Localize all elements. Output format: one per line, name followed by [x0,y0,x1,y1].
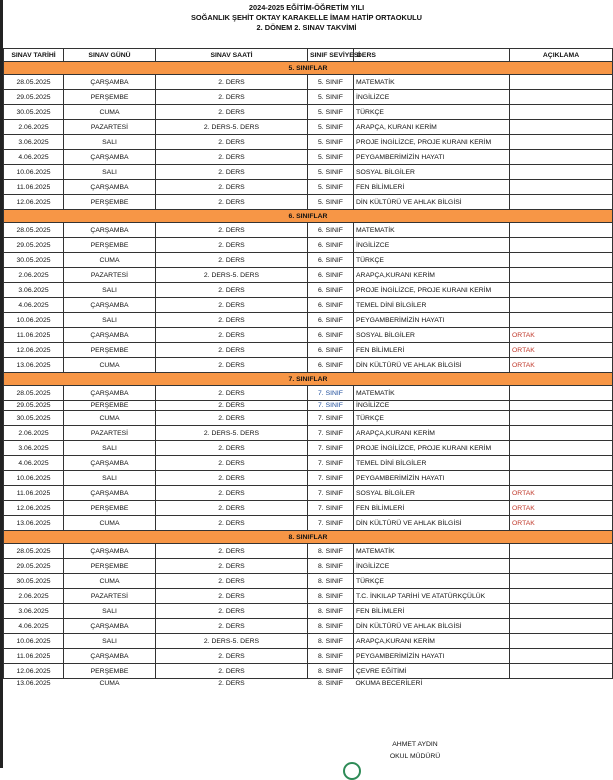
cell-note [510,426,613,441]
cell-grade: 5. SINIF [308,120,354,135]
cell-date: 29.05.2025 [4,238,64,253]
cell-date: 4.06.2025 [4,619,64,634]
table-row [4,120,613,135]
cell-course: FEN BİLİMLERİ [354,501,510,516]
cell-date: 10.06.2025 [4,165,64,180]
cell-note: ORTAK [510,358,613,373]
cell-note [510,120,613,135]
cell-course: FEN BİLİMLERİ [354,343,510,358]
cell-note [510,105,613,120]
cell-grade: 8. SINIF [308,634,354,649]
cell-time: 2. DERS [156,165,308,180]
cell-date: 29.05.2025 [4,559,64,574]
cell-day: ÇARŞAMBA [64,298,156,313]
cell-note [510,195,613,210]
cell-grade: 7. SINIF [308,516,354,531]
cell-day: PAZARTESİ [64,120,156,135]
cell-time: 2. DERS-5. DERS [156,634,308,649]
table-row [4,649,613,664]
cell-course: TÜRKÇE [354,574,510,589]
cell-date: 11.06.2025 [4,486,64,501]
table-row [4,589,613,604]
section-header-row [4,531,613,544]
table-row [4,574,613,589]
table-row [4,195,613,210]
cell-date: 12.06.2025 [4,501,64,516]
cell-grade: 6. SINIF [308,328,354,343]
official-stamp [343,762,361,780]
schedule-body [4,62,613,689]
cell-time: 2. DERS [156,559,308,574]
cell-course: OKUMA BECERİLERİ [355,680,423,687]
cell-note [510,283,613,298]
cell-course: PEYGAMBERİMİZİN HAYATI [354,313,510,328]
table-row [4,441,613,456]
cell-time: 2. DERS [156,253,308,268]
section-title: 5. SINIFLAR [4,62,613,75]
cell-day: CUMA [99,680,120,687]
cell-note [510,544,613,559]
cell-course: MATEMATİK [354,75,510,90]
cell-course: DİN KÜLTÜRÜ VE AHLAK BİLGİSİ [354,516,510,531]
cell-day: CUMA [64,411,156,426]
cell-date: 12.06.2025 [4,343,64,358]
cell-day: ÇARŞAMBA [64,544,156,559]
column-header-time: SINAV SAATİ [156,49,308,62]
table-header-row [4,49,613,62]
cell-time: 2. DERS-5. DERS [156,268,308,283]
cell-grade: 7. SINIF [308,411,354,426]
cell-time: 2. DERS [156,313,308,328]
cell-day: PAZARTESİ [64,268,156,283]
cell-time: 2. DERS [156,604,308,619]
cell-date: 12.06.2025 [4,664,64,679]
cell-note: ORTAK [510,516,613,531]
cell-date: 10.06.2025 [4,313,64,328]
cell-time: 2. DERS [156,589,308,604]
cell-course: PROJE İNGİLİZCE, PROJE KURANI KERİM [354,441,510,456]
table-row [4,180,613,195]
cell-course: DİN KÜLTÜRÜ VE AHLAK BİLGİSİ [354,195,510,210]
cell-note [510,150,613,165]
cell-day: PERŞEMBE [64,401,156,411]
table-row [4,386,613,401]
cell-time: 2. DERS [156,223,308,238]
cell-grade: 6. SINIF [308,238,354,253]
cell-course: TÜRKÇE [354,105,510,120]
cell-time: 2. DERS [156,386,308,401]
cell-grade: 6. SINIF [308,253,354,268]
table-row [4,150,613,165]
cell-date: 10.06.2025 [4,471,64,486]
cell-day: PAZARTESİ [64,589,156,604]
table-row [4,135,613,150]
table-row [4,411,613,426]
cell-note [510,313,613,328]
cell-grade: 6. SINIF [308,298,354,313]
cell-date: 29.05.2025 [4,401,64,411]
cell-day: ÇARŞAMBA [64,649,156,664]
cell-grade: 7. SINIF [308,501,354,516]
cell-day: SALI [64,634,156,649]
cell-time: 2. DERS [156,516,308,531]
cell-grade: 5. SINIF [308,165,354,180]
table-row [4,501,613,516]
cell-time: 2. DERS-5. DERS [156,426,308,441]
table-row [4,358,613,373]
cell-grade: 8. SINIF [308,559,354,574]
cell-course: SOSYAL BİLGİLER [354,165,510,180]
column-header-grade: SINIF SEVİYESİ [308,49,354,62]
cell-note [510,411,613,426]
cell-date: 13.06.2025 [16,680,51,687]
cell-date: 30.05.2025 [4,253,64,268]
cell-date: 13.06.2025 [4,358,64,373]
column-header-day: SINAV GÜNÜ [64,49,156,62]
cell-note: ORTAK [510,501,613,516]
cell-grade: 6. SINIF [308,223,354,238]
cell-course: ARAPÇA,KURANI KERİM [354,426,510,441]
cell-date: 4.06.2025 [4,456,64,471]
column-header-date: SINAV TARİHİ [4,49,64,62]
cell-time: 2. DERS [218,680,245,687]
cell-time: 2. DERS [156,358,308,373]
school-name-title: SOĞANLIK ŞEHİT OKTAY KARAKELLE İMAM HATİP ORTAOKULU [190,13,423,22]
cell-grade: 7. SINIF [308,426,354,441]
cell-note [510,456,613,471]
cell-day: SALI [64,441,156,456]
cell-course: PEYGAMBERİMİZİN HAYATI [354,649,510,664]
cell-day: PERŞEMBE [64,501,156,516]
cell-note [510,253,613,268]
cell-date: 2.06.2025 [4,120,64,135]
cell-time: 2. DERS [156,574,308,589]
cell-note [510,180,613,195]
cell-time: 2. DERS [156,486,308,501]
cell-date: 28.05.2025 [4,75,64,90]
table-row [4,559,613,574]
cell-grade: 5. SINIF [308,90,354,105]
cell-day: ÇARŞAMBA [64,456,156,471]
cell-course: SOSYAL BİLGİLER [354,328,510,343]
cell-day: ÇARŞAMBA [64,328,156,343]
cell-grade: 7. SINIF [308,386,354,401]
cell-note [510,679,613,689]
cell-note [510,135,613,150]
principal-title: OKUL MÜDÜRÜ [389,753,441,760]
cell-time: 2. DERS-5. DERS [156,120,308,135]
cell-time: 2. DERS [156,195,308,210]
cell-note [510,90,613,105]
cell-date: 28.05.2025 [4,544,64,559]
cell-time: 2. DERS [156,649,308,664]
table-row [4,313,613,328]
section-header-row [4,62,613,75]
cell-course: MATEMATİK [354,386,510,401]
school-year-title: 2024-2025 EĞİTİM-ÖĞRETİM YILI [248,3,365,12]
cell-day: CUMA [64,574,156,589]
cell-note [510,298,613,313]
cell-course: PROJE İNGİLİZCE, PROJE KURANI KERİM [354,135,510,150]
cell-day: PAZARTESİ [64,426,156,441]
table-row [4,486,613,501]
table-row [4,90,613,105]
cell-course: MATEMATİK [354,223,510,238]
cell-day: CUMA [64,516,156,531]
cell-date: 2.06.2025 [4,268,64,283]
cell-time: 2. DERS [156,180,308,195]
cell-date: 4.06.2025 [4,298,64,313]
cell-grade: 5. SINIF [308,105,354,120]
cell-day: ÇARŞAMBA [64,223,156,238]
table-row [4,75,613,90]
exam-calendar-title: 2. DÖNEM 2. SINAV TAKVİMİ [256,23,357,32]
table-row [4,456,613,471]
cell-time: 2. DERS [156,411,308,426]
cell-time: 2. DERS [156,664,308,679]
cell-time: 2. DERS [156,238,308,253]
cell-day: ÇARŞAMBA [64,386,156,401]
cell-course: SOSYAL BİLGİLER [354,486,510,501]
cell-grade: 7. SINIF [308,441,354,456]
principal-name: AHMET AYDIN [392,741,438,748]
cell-course: PEYGAMBERİMİZİN HAYATI [354,150,510,165]
cell-date: 13.06.2025 [4,516,64,531]
cell-date: 11.06.2025 [4,328,64,343]
cell-course: ARAPÇA,KURANI KERİM [354,268,510,283]
cell-grade: 6. SINIF [308,268,354,283]
cell-grade: 6. SINIF [308,358,354,373]
table-row [4,328,613,343]
table-row [4,268,613,283]
table-row [4,516,613,531]
cell-course: FEN BİLİMLERİ [354,604,510,619]
section-title: 8. SINIFLAR [4,531,613,544]
cell-date: 4.06.2025 [4,150,64,165]
cell-note [510,401,613,411]
cell-note [510,223,613,238]
cell-course: TÜRKÇE [354,411,510,426]
cell-grade: 5. SINIF [308,195,354,210]
cell-date: 30.05.2025 [4,411,64,426]
cell-note: ORTAK [510,328,613,343]
cell-time: 2. DERS [156,328,308,343]
exam-schedule-table [3,48,613,688]
table-row [4,544,613,559]
cell-note [510,634,613,649]
cell-day: ÇARŞAMBA [64,150,156,165]
cell-date: 12.06.2025 [4,195,64,210]
cell-day: CUMA [64,358,156,373]
cell-course: İNGİLİZCE [354,238,510,253]
table-row [4,634,613,649]
cell-date: 11.06.2025 [4,180,64,195]
table-row [4,283,613,298]
section-title: 6. SINIFLAR [4,210,613,223]
cell-note [510,386,613,401]
cell-day: CUMA [64,253,156,268]
cell-time: 2. DERS [156,343,308,358]
cell-note [510,75,613,90]
cell-grade: 7. SINIF [308,486,354,501]
cell-time: 2. DERS [156,456,308,471]
cell-note [510,165,613,180]
cell-grade: 7. SINIF [308,456,354,471]
cell-course: ARAPÇA, KURANI KERİM [354,120,510,135]
cell-date: 10.06.2025 [4,634,64,649]
cell-course: İNGİLİZCE [354,90,510,105]
cell-time: 2. DERS [156,544,308,559]
section-header-row [4,373,613,386]
cell-grade: 8. SINIF [308,649,354,664]
table-row [4,253,613,268]
cell-course: DİN KÜLTÜRÜ VE AHLAK BİLGİSİ [354,358,510,373]
cell-note [510,238,613,253]
cell-note: ORTAK [510,343,613,358]
cell-note [510,471,613,486]
cell-date: 3.06.2025 [4,604,64,619]
cell-time: 2. DERS [156,501,308,516]
cell-date: 28.05.2025 [4,386,64,401]
cell-day: SALI [64,313,156,328]
cell-note [510,268,613,283]
cell-day: ÇARŞAMBA [64,75,156,90]
table-row [4,223,613,238]
table-row [4,343,613,358]
section-title: 7. SINIFLAR [4,373,613,386]
cell-time: 2. DERS [156,90,308,105]
cell-course: TEMEL DİNİ BİLGİLER [354,456,510,471]
section-header-row [4,210,613,223]
cell-day: SALI [64,471,156,486]
cell-date: 3.06.2025 [4,135,64,150]
cell-day: PERŞEMBE [64,195,156,210]
cell-note: ORTAK [510,486,613,501]
cell-date: 30.05.2025 [4,574,64,589]
cell-date: 3.06.2025 [4,283,64,298]
cell-date: 28.05.2025 [4,223,64,238]
cell-grade: 8. SINIF [308,619,354,634]
cell-course: İNGİLİZCE [354,401,510,411]
cell-day: PERŞEMBE [64,90,156,105]
cell-day: CUMA [64,105,156,120]
table-row [4,619,613,634]
cell-time: 2. DERS [156,401,308,411]
cell-time: 2. DERS [156,150,308,165]
cell-grade: 5. SINIF [308,135,354,150]
cell-date: 2.06.2025 [4,426,64,441]
cell-course: DİN KÜLTÜRÜ VE AHLAK BİLGİSİ [354,619,510,634]
cell-time: 2. DERS [156,441,308,456]
cell-course: TÜRKÇE [354,253,510,268]
table-row [4,238,613,253]
cell-day: SALI [64,283,156,298]
cell-time: 2. DERS [156,135,308,150]
cell-course: İNGİLİZCE [354,559,510,574]
cell-grade: 5. SINIF [308,75,354,90]
column-header-notes: AÇIKLAMA [510,49,613,62]
table-row [4,298,613,313]
cell-grade: 6. SINIF [308,343,354,358]
cell-time: 2. DERS [156,75,308,90]
cell-date: 29.05.2025 [4,90,64,105]
table-row [4,471,613,486]
table-row [4,401,613,411]
cell-time: 2. DERS [156,105,308,120]
table-row [4,165,613,180]
cell-day: SALI [64,165,156,180]
cell-note [510,574,613,589]
cell-day: SALI [64,135,156,150]
table-row [4,105,613,120]
cell-note [510,441,613,456]
table-row [4,664,613,679]
cell-time: 2. DERS [156,619,308,634]
cell-day: ÇARŞAMBA [64,180,156,195]
cell-note [510,619,613,634]
cell-date: 2.06.2025 [4,589,64,604]
cell-time: 2. DERS [156,283,308,298]
cell-course: TEMEL DİNİ BİLGİLER [354,298,510,313]
cell-day: PERŞEMBE [64,343,156,358]
cell-grade: 7. SINIF [308,471,354,486]
cell-grade: 8. SINIF [318,680,343,687]
cell-day: ÇARŞAMBA [64,486,156,501]
cell-date: 11.06.2025 [4,649,64,664]
cell-grade: 7. SINIF [308,401,354,411]
cell-note [510,559,613,574]
cell-course: PROJE İNGİLİZCE, PROJE KURANI KERİM [354,283,510,298]
table-row [4,679,613,689]
cell-date: 30.05.2025 [4,105,64,120]
cell-grade: 8. SINIF [308,574,354,589]
cell-grade: 5. SINIF [308,150,354,165]
cell-date: 3.06.2025 [4,441,64,456]
cell-day: PERŞEMBE [64,559,156,574]
cell-time: 2. DERS [156,471,308,486]
cell-course: ÇEVRE EĞİTİMİ [354,664,510,679]
cell-course: ARAPÇA,KURANI KERİM [354,634,510,649]
cell-grade: 6. SINIF [308,313,354,328]
table-row [4,426,613,441]
column-header-course: DERS [354,49,510,62]
cell-note [510,589,613,604]
cell-grade: 8. SINIF [308,664,354,679]
cell-note [510,604,613,619]
cell-course: PEYGAMBERİMİZİN HAYATI [354,471,510,486]
cell-grade: 8. SINIF [308,604,354,619]
cell-day: SALI [64,604,156,619]
cell-grade: 5. SINIF [308,180,354,195]
cell-course: MATEMATİK [354,544,510,559]
cell-note [510,664,613,679]
cell-course: FEN BİLİMLERİ [354,180,510,195]
cell-day: PERŞEMBE [64,238,156,253]
cell-grade: 6. SINIF [308,283,354,298]
cell-day: PERŞEMBE [64,664,156,679]
cell-grade: 8. SINIF [308,589,354,604]
cell-course: T.C. İNKILAP TARİHİ VE ATATÜRKÇÜLÜK [354,589,510,604]
cell-day: ÇARŞAMBA [64,619,156,634]
table-row [4,604,613,619]
cell-grade: 8. SINIF [308,544,354,559]
cell-note [510,649,613,664]
cell-time: 2. DERS [156,298,308,313]
